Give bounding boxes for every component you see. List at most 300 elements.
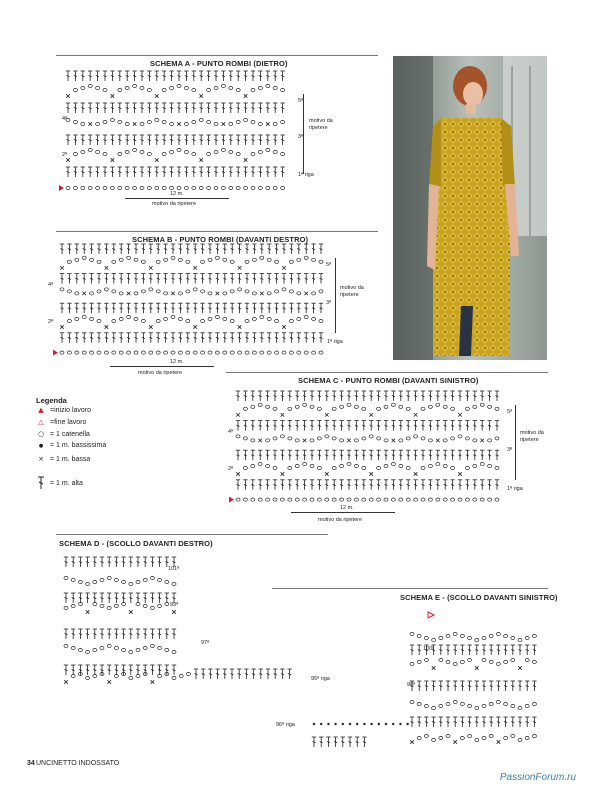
end-marker-icon bbox=[428, 612, 434, 618]
chain-symbol bbox=[230, 319, 234, 322]
chain-symbol bbox=[97, 351, 101, 354]
double-crochet-symbol bbox=[200, 333, 204, 343]
double-crochet-symbol bbox=[110, 71, 114, 81]
double-crochet-symbol bbox=[85, 665, 89, 675]
double-crochet-symbol bbox=[193, 333, 197, 343]
double-crochet-symbol bbox=[104, 303, 108, 313]
chain-symbol bbox=[273, 186, 277, 189]
double-crochet-symbol bbox=[178, 333, 182, 343]
single-crochet-symbol bbox=[236, 472, 240, 476]
double-crochet-symbol bbox=[428, 450, 432, 460]
single-crochet-symbol bbox=[193, 266, 197, 270]
double-crochet-symbol bbox=[208, 274, 212, 284]
double-crochet-symbol bbox=[259, 669, 263, 679]
chain-symbol bbox=[424, 658, 428, 661]
double-crochet-symbol bbox=[236, 421, 240, 431]
double-crochet-symbol bbox=[156, 303, 160, 313]
double-crochet-symbol bbox=[443, 421, 447, 431]
chain-symbol bbox=[496, 662, 500, 665]
double-crochet-symbol bbox=[215, 303, 219, 313]
double-crochet-symbol bbox=[273, 421, 277, 431]
single-crochet-symbol bbox=[222, 122, 226, 126]
double-crochet-symbol bbox=[252, 244, 256, 254]
double-crochet-symbol bbox=[229, 103, 233, 113]
legend-item-end bbox=[36, 418, 86, 426]
chain-symbol bbox=[384, 405, 388, 408]
chain-symbol bbox=[90, 317, 94, 320]
single-crochet-symbol bbox=[155, 94, 159, 98]
double-crochet-symbol bbox=[482, 645, 486, 655]
double-crochet-symbol bbox=[384, 421, 388, 431]
chain-symbol bbox=[96, 186, 100, 189]
double-crochet-symbol bbox=[134, 333, 138, 343]
double-crochet-symbol bbox=[184, 71, 188, 81]
schema-a-row4-label: 4ª bbox=[62, 116, 68, 122]
double-crochet-symbol bbox=[260, 274, 264, 284]
single-crochet-symbol bbox=[325, 472, 329, 476]
double-crochet-symbol bbox=[265, 391, 269, 401]
double-crochet-symbol bbox=[532, 717, 536, 727]
chain-symbol bbox=[267, 258, 271, 261]
double-crochet-symbol bbox=[119, 244, 123, 254]
double-crochet-symbol bbox=[274, 333, 278, 343]
schema-c-row5-label: 5ª bbox=[507, 409, 513, 415]
chain-symbol bbox=[275, 319, 279, 322]
chain-symbol bbox=[267, 292, 271, 295]
chain-symbol bbox=[75, 351, 79, 354]
chain-symbol bbox=[377, 437, 381, 440]
double-crochet-symbol bbox=[104, 244, 108, 254]
chain-symbol bbox=[149, 288, 153, 291]
chain-symbol bbox=[150, 576, 154, 579]
chain-symbol bbox=[119, 317, 123, 320]
chain-symbol bbox=[482, 636, 486, 639]
chain-symbol bbox=[362, 437, 366, 440]
double-crochet-symbol bbox=[319, 274, 323, 284]
double-crochet-symbol bbox=[177, 135, 181, 145]
double-crochet-symbol bbox=[467, 681, 471, 691]
double-crochet-symbol bbox=[339, 480, 343, 490]
double-crochet-symbol bbox=[258, 135, 262, 145]
chain-symbol bbox=[281, 120, 285, 123]
single-crochet-symbol bbox=[111, 158, 115, 162]
double-crochet-symbol bbox=[66, 103, 70, 113]
chain-symbol bbox=[488, 464, 492, 467]
double-crochet-symbol bbox=[525, 681, 529, 691]
double-crochet-symbol bbox=[311, 303, 315, 313]
double-crochet-symbol bbox=[266, 167, 270, 177]
chain-symbol bbox=[71, 604, 75, 607]
start-marker-icon bbox=[229, 497, 234, 503]
double-crochet-symbol bbox=[467, 645, 471, 655]
schema-d-row95-label: 95ª riga bbox=[311, 676, 330, 682]
double-crochet-symbol bbox=[66, 135, 70, 145]
schema-b-repeat-line bbox=[110, 366, 214, 367]
schema-c-motif-bracket bbox=[515, 405, 516, 480]
double-crochet-symbol bbox=[467, 717, 471, 727]
double-crochet-symbol bbox=[399, 450, 403, 460]
chain-symbol bbox=[71, 578, 75, 581]
chain-symbol bbox=[417, 634, 421, 637]
x-icon: × bbox=[38, 455, 44, 463]
double-crochet-symbol bbox=[282, 303, 286, 313]
double-crochet-symbol bbox=[245, 333, 249, 343]
double-crochet-symbol bbox=[172, 665, 176, 675]
chain-symbol bbox=[96, 122, 100, 125]
double-crochet-symbol bbox=[136, 665, 140, 675]
double-crochet-symbol bbox=[112, 244, 116, 254]
double-crochet-symbol bbox=[230, 244, 234, 254]
chain-symbol bbox=[504, 634, 508, 637]
double-crochet-symbol bbox=[221, 71, 225, 81]
chain-symbol bbox=[67, 319, 71, 322]
double-crochet-symbol bbox=[155, 103, 159, 113]
chain-symbol bbox=[410, 700, 414, 703]
double-crochet-symbol bbox=[266, 135, 270, 145]
double-crochet-symbol bbox=[362, 421, 366, 431]
double-crochet-symbol bbox=[97, 244, 101, 254]
chain-symbol bbox=[453, 632, 457, 635]
double-crochet-symbol bbox=[78, 593, 82, 603]
double-crochet-symbol bbox=[258, 421, 262, 431]
schema-c-width-label: 12 m. bbox=[340, 505, 354, 511]
chain-symbol bbox=[273, 122, 277, 125]
double-crochet-symbol bbox=[339, 421, 343, 431]
single-crochet-symbol bbox=[88, 122, 92, 126]
chain-symbol bbox=[384, 464, 388, 467]
schema-c-diagram bbox=[226, 388, 516, 508]
double-crochet-symbol bbox=[295, 421, 299, 431]
chain-symbol bbox=[60, 351, 64, 354]
double-crochet-symbol bbox=[121, 665, 125, 675]
chain-symbol bbox=[244, 118, 248, 121]
schema-c-row1-label: 1ª riga bbox=[507, 486, 523, 492]
double-crochet-symbol bbox=[71, 557, 75, 567]
chain-symbol bbox=[134, 317, 138, 320]
double-crochet-symbol bbox=[178, 274, 182, 284]
double-crochet-symbol bbox=[288, 450, 292, 460]
chain-symbol bbox=[525, 736, 529, 739]
chain-symbol bbox=[236, 186, 240, 189]
chain-symbol bbox=[184, 150, 188, 153]
chain-symbol bbox=[133, 148, 137, 151]
chain-symbol bbox=[354, 464, 358, 467]
double-crochet-symbol bbox=[273, 391, 277, 401]
schema-c-motif-label: motivo da ripetere bbox=[520, 430, 544, 443]
double-crochet-symbol bbox=[475, 681, 479, 691]
double-crochet-symbol bbox=[311, 274, 315, 284]
chain-symbol bbox=[489, 702, 493, 705]
chain-symbol bbox=[93, 580, 97, 583]
double-crochet-symbol bbox=[193, 274, 197, 284]
chain-symbol bbox=[147, 88, 151, 91]
chain-symbol bbox=[82, 256, 86, 259]
chain-symbol bbox=[208, 317, 212, 320]
double-crochet-symbol bbox=[428, 480, 432, 490]
double-crochet-symbol bbox=[458, 421, 462, 431]
double-crochet-symbol bbox=[140, 135, 144, 145]
schema-a-title: SCHEMA A - PUNTO ROMBI (DIETRO) bbox=[150, 59, 288, 68]
double-crochet-symbol bbox=[384, 480, 388, 490]
chain-symbol bbox=[288, 437, 292, 440]
chain-symbol bbox=[369, 498, 373, 501]
chain-symbol bbox=[332, 407, 336, 410]
chain-symbol bbox=[504, 660, 508, 663]
double-crochet-symbol bbox=[496, 645, 500, 655]
chain-symbol bbox=[266, 439, 270, 442]
double-crochet-symbol bbox=[157, 665, 161, 675]
double-crochet-symbol bbox=[81, 71, 85, 81]
chain-symbol bbox=[192, 88, 196, 91]
double-crochet-symbol bbox=[112, 303, 116, 313]
double-crochet-symbol bbox=[67, 244, 71, 254]
single-crochet-symbol bbox=[304, 292, 308, 296]
double-crochet-symbol bbox=[495, 421, 499, 431]
double-crochet-symbol bbox=[252, 303, 256, 313]
double-crochet-symbol bbox=[119, 303, 123, 313]
chain-symbol bbox=[122, 580, 126, 583]
slip-stitch-symbol bbox=[313, 723, 315, 725]
chain-symbol bbox=[282, 288, 286, 291]
double-crochet-symbol bbox=[177, 71, 181, 81]
double-crochet-symbol bbox=[81, 103, 85, 113]
chain-symbol bbox=[143, 604, 147, 607]
double-crochet-symbol bbox=[436, 421, 440, 431]
double-crochet-symbol bbox=[237, 303, 241, 313]
double-crochet-symbol bbox=[140, 71, 144, 81]
chain-symbol bbox=[141, 319, 145, 322]
chain-symbol bbox=[82, 315, 86, 318]
double-crochet-symbol bbox=[251, 450, 255, 460]
double-crochet-symbol bbox=[162, 167, 166, 177]
double-crochet-symbol bbox=[88, 71, 92, 81]
chain-symbol bbox=[436, 403, 440, 406]
chain-symbol bbox=[208, 292, 212, 295]
chain-symbol bbox=[125, 186, 129, 189]
chain-symbol bbox=[297, 258, 301, 261]
chain-symbol bbox=[473, 464, 477, 467]
chain-symbol bbox=[162, 88, 166, 91]
chain-symbol bbox=[96, 150, 100, 153]
double-crochet-symbol bbox=[199, 103, 203, 113]
slip-stitch-symbol bbox=[342, 723, 344, 725]
double-crochet-symbol bbox=[78, 665, 82, 675]
double-crochet-symbol bbox=[215, 333, 219, 343]
chain-symbol bbox=[260, 351, 264, 354]
double-crochet-symbol bbox=[169, 103, 173, 113]
double-crochet-symbol bbox=[495, 391, 499, 401]
double-crochet-symbol bbox=[206, 103, 210, 113]
double-crochet-symbol bbox=[243, 71, 247, 81]
chain-symbol bbox=[170, 86, 174, 89]
double-crochet-symbol bbox=[518, 717, 522, 727]
slip-stitch-symbol bbox=[334, 723, 336, 725]
chain-symbol bbox=[186, 351, 190, 354]
slip-stitch-symbol bbox=[356, 723, 358, 725]
double-crochet-symbol bbox=[413, 480, 417, 490]
double-crochet-symbol bbox=[200, 274, 204, 284]
double-crochet-symbol bbox=[149, 244, 153, 254]
chain-symbol bbox=[199, 118, 203, 121]
chain-symbol bbox=[238, 351, 242, 354]
double-crochet-symbol bbox=[245, 303, 249, 313]
double-crochet-symbol bbox=[230, 303, 234, 313]
chain-symbol bbox=[460, 736, 464, 739]
single-crochet-symbol bbox=[458, 472, 462, 476]
double-crochet-symbol bbox=[288, 480, 292, 490]
chain-symbol bbox=[251, 439, 255, 442]
single-crochet-symbol bbox=[111, 94, 115, 98]
chain-symbol bbox=[244, 186, 248, 189]
chain-symbol bbox=[64, 576, 68, 579]
chain-symbol bbox=[273, 466, 277, 469]
double-crochet-symbol bbox=[165, 629, 169, 639]
chain-symbol bbox=[156, 260, 160, 263]
chain-symbol bbox=[156, 319, 160, 322]
chain-symbol bbox=[317, 466, 321, 469]
double-crochet-symbol bbox=[73, 167, 77, 177]
chain-symbol bbox=[421, 498, 425, 501]
double-crochet-symbol bbox=[273, 167, 277, 177]
chain-symbol bbox=[140, 86, 144, 89]
page-number: 34 bbox=[27, 760, 35, 767]
chain-symbol bbox=[125, 150, 129, 153]
chain-symbol bbox=[112, 290, 116, 293]
chain-symbol bbox=[436, 462, 440, 465]
schema-c-rule bbox=[226, 372, 548, 373]
double-crochet-symbol bbox=[134, 244, 138, 254]
chain-symbol bbox=[119, 292, 123, 295]
single-crochet-symbol bbox=[216, 292, 220, 296]
chain-symbol bbox=[310, 464, 314, 467]
double-crochet-symbol bbox=[75, 244, 79, 254]
double-crochet-symbol bbox=[376, 391, 380, 401]
double-crochet-symbol bbox=[525, 717, 529, 727]
schema-e-row100-label: 100ª bbox=[423, 646, 435, 652]
double-crochet-symbol bbox=[355, 737, 359, 747]
slip-stitch-symbol bbox=[349, 723, 351, 725]
single-crochet-symbol bbox=[458, 413, 462, 417]
chain-symbol bbox=[251, 405, 255, 408]
double-crochet-symbol bbox=[118, 103, 122, 113]
schema-a-diagram bbox=[56, 68, 296, 202]
chain-symbol bbox=[129, 650, 133, 653]
double-crochet-symbol bbox=[178, 303, 182, 313]
single-crochet-symbol bbox=[66, 94, 70, 98]
double-crochet-symbol bbox=[428, 391, 432, 401]
double-crochet-symbol bbox=[503, 681, 507, 691]
chain-symbol bbox=[465, 407, 469, 410]
double-crochet-symbol bbox=[107, 593, 111, 603]
single-crochet-symbol bbox=[129, 610, 133, 614]
double-crochet-symbol bbox=[297, 303, 301, 313]
schema-c-repeat-line bbox=[291, 512, 395, 513]
double-crochet-symbol bbox=[71, 593, 75, 603]
double-crochet-symbol bbox=[140, 167, 144, 177]
chain-symbol bbox=[443, 464, 447, 467]
double-crochet-symbol bbox=[147, 103, 151, 113]
single-crochet-symbol bbox=[436, 439, 440, 443]
double-crochet-symbol bbox=[274, 244, 278, 254]
chain-symbol bbox=[88, 148, 92, 151]
chain-symbol bbox=[446, 702, 450, 705]
double-crochet-symbol bbox=[511, 645, 515, 655]
chain-symbol bbox=[133, 84, 137, 87]
double-crochet-symbol bbox=[221, 135, 225, 145]
double-crochet-symbol bbox=[280, 167, 284, 177]
chain-symbol bbox=[103, 152, 107, 155]
chain-symbol bbox=[458, 435, 462, 438]
double-crochet-symbol bbox=[280, 135, 284, 145]
double-crochet-symbol bbox=[236, 103, 240, 113]
chain-symbol bbox=[460, 660, 464, 663]
chain-symbol bbox=[281, 88, 285, 91]
double-crochet-symbol bbox=[487, 480, 491, 490]
single-crochet-symbol bbox=[480, 439, 484, 443]
single-crochet-symbol bbox=[86, 610, 90, 614]
chain-symbol bbox=[460, 702, 464, 705]
double-crochet-symbol bbox=[221, 103, 225, 113]
chain-symbol bbox=[133, 186, 137, 189]
chain-symbol bbox=[399, 464, 403, 467]
chain-symbol bbox=[266, 84, 270, 87]
chain-symbol bbox=[229, 86, 233, 89]
single-crochet-symbol bbox=[244, 94, 248, 98]
double-crochet-symbol bbox=[107, 629, 111, 639]
chain-symbol bbox=[525, 658, 529, 661]
double-crochet-symbol bbox=[243, 480, 247, 490]
chain-symbol bbox=[75, 317, 79, 320]
chain-symbol bbox=[504, 702, 508, 705]
double-crochet-symbol bbox=[339, 391, 343, 401]
double-crochet-symbol bbox=[150, 629, 154, 639]
double-crochet-symbol bbox=[406, 450, 410, 460]
chain-symbol bbox=[251, 498, 255, 501]
chain-symbol bbox=[110, 186, 114, 189]
double-crochet-symbol bbox=[458, 391, 462, 401]
double-crochet-symbol bbox=[157, 629, 161, 639]
double-crochet-symbol bbox=[258, 103, 262, 113]
chain-symbol bbox=[177, 148, 181, 151]
schema-a-motif-bracket bbox=[303, 94, 304, 174]
double-crochet-symbol bbox=[446, 717, 450, 727]
chain-symbol bbox=[100, 646, 104, 649]
double-crochet-symbol bbox=[194, 669, 198, 679]
double-crochet-symbol bbox=[214, 135, 218, 145]
chain-symbol bbox=[312, 317, 316, 320]
chain-symbol bbox=[155, 186, 159, 189]
double-crochet-icon bbox=[36, 476, 46, 490]
chain-symbol bbox=[443, 405, 447, 408]
double-crochet-symbol bbox=[511, 681, 515, 691]
schema-e-diagram bbox=[300, 604, 550, 752]
chain-symbol bbox=[171, 256, 175, 259]
slip-stitch-symbol bbox=[370, 723, 372, 725]
double-crochet-symbol bbox=[424, 717, 428, 727]
double-crochet-symbol bbox=[118, 135, 122, 145]
double-crochet-symbol bbox=[114, 557, 118, 567]
double-crochet-symbol bbox=[443, 480, 447, 490]
chain-symbol bbox=[67, 260, 71, 263]
double-crochet-symbol bbox=[302, 421, 306, 431]
double-crochet-symbol bbox=[431, 717, 435, 727]
double-crochet-symbol bbox=[399, 421, 403, 431]
double-crochet-symbol bbox=[114, 593, 118, 603]
double-crochet-symbol bbox=[95, 135, 99, 145]
single-crochet-symbol bbox=[177, 122, 181, 126]
double-crochet-symbol bbox=[67, 274, 71, 284]
double-crochet-symbol bbox=[150, 593, 154, 603]
